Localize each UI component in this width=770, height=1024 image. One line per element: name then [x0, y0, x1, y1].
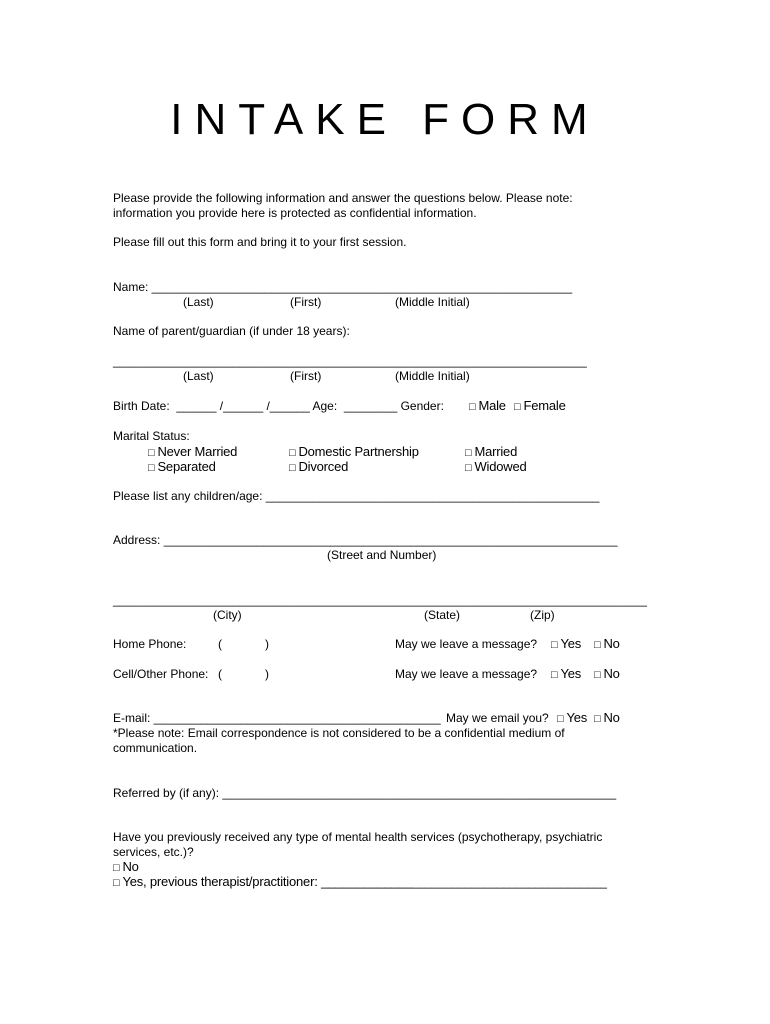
cell-phone-label: Cell/Other Phone: [113, 667, 209, 681]
name-sub-first: (First) [290, 295, 322, 309]
option-label: No [122, 859, 139, 874]
marital-separated-option[interactable] [148, 459, 216, 476]
previous-services-question-1: Have you previously received any type of mental health services (psychotherapy, psychiatric [113, 830, 603, 844]
address-sub-city: (City) [213, 608, 242, 622]
cell-phone-no-option[interactable] [594, 666, 620, 683]
checkbox-icon[interactable]: □ [551, 639, 558, 651]
intro-line-2: information you provide here is protected as confidential information. [113, 206, 477, 220]
home-phone-area-close[interactable]: ) [265, 637, 269, 651]
option-label: Yes [560, 636, 582, 651]
email-field[interactable]: E-mail: ___________________________________________ [113, 711, 441, 725]
checkbox-icon[interactable]: □ [113, 877, 120, 889]
guardian-sub-middle: (Middle Initial) [395, 369, 470, 383]
email-note-line-2: communication. [113, 741, 198, 755]
home-phone-yes-option[interactable] [551, 636, 581, 653]
guardian-sub-last: (Last) [183, 369, 214, 383]
option-label: No [603, 636, 620, 651]
option-label: Yes, previous therapist/practitioner: [122, 874, 318, 889]
guardian-sub-first: (First) [290, 369, 322, 383]
option-label: No [603, 666, 620, 681]
option-label: Separated [157, 459, 216, 474]
email-note-line-1: *Please note: Email correspondence is not considered to be a confidential medium of [113, 726, 565, 740]
address-street-field[interactable]: Address: ____________________________________________________________________ [113, 533, 618, 547]
checkbox-icon[interactable]: □ [594, 639, 601, 651]
previous-therapist-field-part-1[interactable]: _____________ [321, 874, 413, 889]
checkbox-icon[interactable]: □ [465, 447, 472, 459]
previous-services-question-2: services, etc.)? [113, 845, 194, 859]
option-label: Never Married [157, 444, 238, 459]
marital-widowed-option[interactable] [465, 459, 527, 476]
email-yes-option[interactable] [557, 710, 587, 727]
home-phone-area-open[interactable]: ( [218, 637, 222, 651]
option-label: No [603, 710, 620, 725]
option-label: Domestic Partnership [298, 444, 419, 459]
email-question: May we email you? [446, 711, 549, 725]
guardian-field[interactable]: _______________________________________________________________________ [113, 354, 587, 368]
checkbox-icon[interactable]: □ [594, 713, 601, 725]
previous-therapist-field-part-2[interactable]: ______________________________ [412, 875, 607, 889]
email-no-option[interactable] [594, 710, 620, 727]
cell-phone-message-question: May we leave a message? [395, 667, 538, 681]
option-label: Divorced [298, 459, 349, 474]
intro-line-3: Please fill out this form and bring it to your first session. [113, 235, 407, 249]
address-sub-zip: (Zip) [530, 608, 555, 622]
gender-male-option[interactable] [469, 398, 506, 415]
guardian-label: Name of parent/guardian (if under 18 years): [113, 324, 350, 338]
checkbox-icon[interactable]: □ [551, 669, 558, 681]
address-sub-street: (Street and Number) [327, 548, 437, 562]
checkbox-icon[interactable]: □ [514, 401, 521, 413]
cell-phone-yes-option[interactable] [551, 666, 581, 683]
option-label: Yes [560, 666, 582, 681]
gender-female-option[interactable] [514, 398, 566, 415]
checkbox-icon[interactable]: □ [594, 669, 601, 681]
name-sub-last: (Last) [183, 295, 214, 309]
marital-divorced-option[interactable] [289, 459, 348, 476]
home-phone-no-option[interactable] [594, 636, 620, 653]
page-title: INTAKE FORM [170, 95, 600, 144]
gender-female-label: Female [523, 398, 566, 413]
home-phone-message-question: May we leave a message? [395, 637, 538, 651]
home-phone-label: Home Phone: [113, 637, 187, 651]
name-field[interactable]: Name: _______________________________________________________________ [113, 280, 573, 294]
referred-by-field[interactable]: Referred by (if any): ___________________________________________________________ [113, 786, 617, 800]
children-field[interactable]: Please list any children/age: __________________________________________________ [113, 489, 600, 503]
checkbox-icon[interactable]: □ [557, 713, 564, 725]
checkbox-icon[interactable]: □ [113, 862, 120, 874]
checkbox-icon[interactable]: □ [289, 447, 296, 459]
cell-phone-area-close[interactable]: ) [265, 667, 269, 681]
marital-status-label: Marital Status: [113, 429, 190, 443]
option-label: Yes [566, 710, 588, 725]
checkbox-icon[interactable]: □ [289, 462, 296, 474]
option-label: Married [474, 444, 518, 459]
option-label: Widowed [474, 459, 527, 474]
checkbox-icon[interactable]: □ [465, 462, 472, 474]
intro-line-1: Please provide the following information and answer the questions below. Please note: [113, 191, 573, 205]
name-sub-middle: (Middle Initial) [395, 295, 470, 309]
checkbox-icon[interactable]: □ [469, 401, 476, 413]
address-sub-state: (State) [424, 608, 461, 622]
checkbox-icon[interactable]: □ [148, 447, 155, 459]
checkbox-icon[interactable]: □ [148, 462, 155, 474]
gender-male-label: Male [478, 398, 506, 413]
previous-services-yes-option[interactable] [113, 874, 607, 891]
address-city-state-zip-field[interactable]: ________________________________________________________________________________ [113, 593, 647, 607]
cell-phone-area-open[interactable]: ( [218, 667, 222, 681]
birth-age-gender-field[interactable]: Birth Date: ______ /______ /______ Age: ________ Gender: [113, 399, 444, 413]
